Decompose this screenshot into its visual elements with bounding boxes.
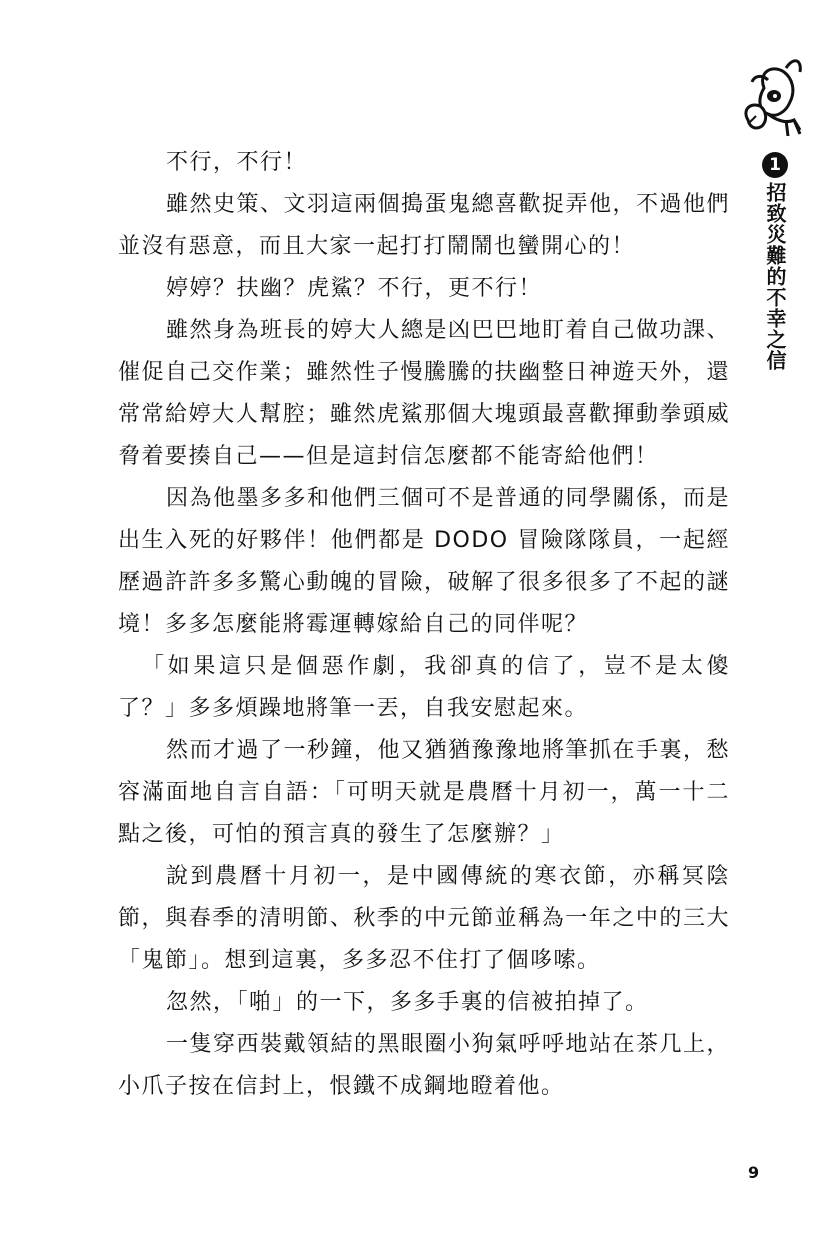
page-number: 9 xyxy=(748,1163,760,1182)
paragraph: 忽然，「啪」的一下，多多手裏的信被拍掉了。 xyxy=(166,990,649,1015)
paragraph: 不行，不行！ xyxy=(166,150,308,175)
paragraph: 因為他墨多多和他們三個可不是普通的同學關係，而是出生入死的好夥伴！他們都是 DODO 冒險隊隊員，一起經歷過許許多多驚心動魄的冒險，破解了很多很多了不起的謎境！多多怎麼能將霉運轉嫁給自己的同伴呢？ xyxy=(118,486,731,637)
paragraph: 雖然史策、文羽這兩個搗蛋鬼總喜歡捉弄他，不過他們並沒有惡意，而且大家一起打打鬧鬧也蠻開心的！ xyxy=(118,192,731,259)
paragraph: 一隻穿西裝戴領結的黑眼圈小狗氣呼呼地站在茶几上，小爪子按在信封上，恨鐵不成鋼地瞪着他。 xyxy=(118,1032,731,1099)
paragraph: 然而才過了一秒鐘，他又猶猶豫豫地將筆抓在手裏，愁容滿面地自言自語：「可明天就是農曆十月初一，萬一十二點之後，可怕的預言真的發生了怎麼辦？」 xyxy=(118,738,731,847)
chapter-title: 招致災難的不幸之信 xyxy=(763,182,787,371)
paragraph: 雖然身為班長的婷大人總是凶巴巴地盯着自己做功課、催促自己交作業；雖然性子慢騰騰的扶幽整日神遊天外，還常常給婷大人幫腔；雖然虎鯊那個大塊頭最喜歡揮動拳頭威脅着要揍自己——但是這封信怎麼都不能寄給他們！ xyxy=(118,318,731,469)
paragraph: 說到農曆十月初一，是中國傳統的寒衣節，亦稱冥陰節，與春季的清明節、秋季的中元節並稱為一年之中的三大「鬼節」。想到這裏，多多忍不住打了個哆嗦。 xyxy=(118,864,730,973)
chapter-tab xyxy=(755,152,795,371)
chapter-number-badge: 1 xyxy=(762,152,788,178)
paragraph: 婷婷？扶幽？虎鯊？不行，更不行！ xyxy=(166,276,543,301)
dog-mascot-icon xyxy=(728,50,808,150)
paragraph: 「如果這只是個惡作劇，我卻真的信了，豈不是太傻了？」多多煩躁地將筆一丟，自我安慰起來。 xyxy=(118,654,730,721)
